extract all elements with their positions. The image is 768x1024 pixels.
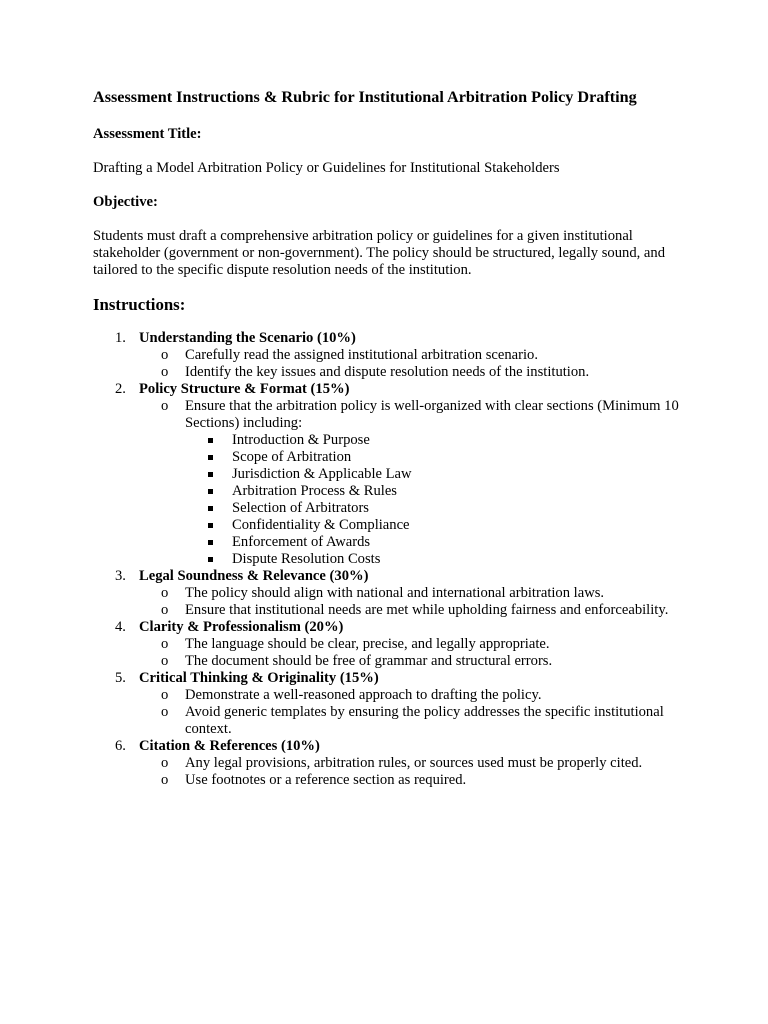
section-title: Legal Soundness & Relevance (30%) <box>139 568 369 584</box>
assessment-title-label: Assessment Title: <box>93 126 202 142</box>
circle-bullet-icon: o <box>161 347 169 363</box>
section-number: 5. <box>115 670 126 686</box>
instruction-section <box>93 738 683 789</box>
section-number: 3. <box>115 568 126 584</box>
section-points <box>139 585 683 619</box>
section-points <box>139 636 683 670</box>
circle-bullet-icon: o <box>161 398 169 414</box>
policy-section-item <box>185 500 683 517</box>
policy-section-label: Confidentiality & Compliance <box>232 517 410 533</box>
objective-text: Students must draft a comprehensive arbitration policy or guidelines for a given institutional stakeholder (government or non-government). The policy should be structured, legally sound, and tailored to the specific dispute resolution needs of the institution. <box>93 228 665 278</box>
point-text: The language should be clear, precise, and legally appropriate. <box>185 636 550 652</box>
policy-section-item <box>185 483 683 500</box>
objective-label: Objective: <box>93 194 158 210</box>
policy-section-label: Selection of Arbitrators <box>232 500 369 516</box>
square-bullet-icon <box>208 506 213 511</box>
policy-section-item <box>185 432 683 449</box>
instruction-section <box>93 381 683 568</box>
section-title: Policy Structure & Format (15%) <box>139 381 350 397</box>
circle-bullet-icon: o <box>161 755 169 771</box>
square-bullet-icon <box>208 438 213 443</box>
section-point <box>139 364 683 381</box>
point-text: Demonstrate a well-reasoned approach to drafting the policy. <box>185 687 542 703</box>
instructions-heading: Instructions: <box>93 295 186 314</box>
policy-section-label: Arbitration Process & Rules <box>232 483 397 499</box>
policy-sections-list <box>185 432 683 568</box>
point-text: Carefully read the assigned institutional arbitration scenario. <box>185 347 538 363</box>
circle-bullet-icon: o <box>161 772 169 788</box>
instruction-section <box>93 670 683 738</box>
policy-section-item <box>185 551 683 568</box>
point-text: Avoid generic templates by ensuring the policy addresses the specific institutional context. <box>185 704 664 737</box>
point-text: Any legal provisions, arbitration rules, or sources used must be properly cited. <box>185 755 643 771</box>
policy-section-label: Jurisdiction & Applicable Law <box>232 466 412 482</box>
section-title: Clarity & Professionalism (20%) <box>139 619 344 635</box>
policy-section-item <box>185 534 683 551</box>
section-title: Understanding the Scenario (10%) <box>139 330 356 346</box>
policy-section-label: Dispute Resolution Costs <box>232 551 381 567</box>
section-point <box>139 398 683 568</box>
section-points <box>139 687 683 738</box>
square-bullet-icon <box>208 472 213 477</box>
point-text: The document should be free of grammar and structural errors. <box>185 653 553 669</box>
section-point <box>139 636 683 653</box>
point-text: The policy should align with national and international arbitration laws. <box>185 585 605 601</box>
section-points <box>139 398 683 568</box>
section-points <box>139 347 683 381</box>
circle-bullet-icon: o <box>161 687 169 703</box>
circle-bullet-icon: o <box>161 602 169 618</box>
circle-bullet-icon: o <box>161 636 169 652</box>
section-point <box>139 755 683 772</box>
square-bullet-icon <box>208 489 213 494</box>
square-bullet-icon <box>208 523 213 528</box>
section-point <box>139 772 683 789</box>
policy-section-label: Scope of Arbitration <box>232 449 352 465</box>
circle-bullet-icon: o <box>161 364 169 380</box>
section-number: 6. <box>115 738 126 754</box>
section-number: 4. <box>115 619 126 635</box>
circle-bullet-icon: o <box>161 653 169 669</box>
square-bullet-icon <box>208 540 213 545</box>
section-number: 1. <box>115 330 126 346</box>
square-bullet-icon <box>208 557 213 562</box>
policy-section-label: Enforcement of Awards <box>232 534 371 550</box>
section-points <box>139 755 683 789</box>
section-point <box>139 704 683 738</box>
section-point <box>139 653 683 670</box>
circle-bullet-icon: o <box>161 585 169 601</box>
instructions-list <box>93 330 683 789</box>
instruction-section <box>93 568 683 619</box>
policy-section-label: Introduction & Purpose <box>232 432 370 448</box>
square-bullet-icon <box>208 455 213 460</box>
policy-section-item <box>185 517 683 534</box>
policy-section-item <box>185 466 683 483</box>
point-text: Ensure that institutional needs are met while upholding fairness and enforceability. <box>185 602 669 618</box>
section-number: 2. <box>115 381 126 397</box>
point-text: Use footnotes or a reference section as required. <box>185 772 467 788</box>
section-point <box>139 602 683 619</box>
section-title: Citation & References (10%) <box>139 738 320 754</box>
document-page <box>93 88 683 789</box>
instruction-section <box>93 619 683 670</box>
section-title: Critical Thinking & Originality (15%) <box>139 670 379 686</box>
point-text: Identify the key issues and dispute resolution needs of the institution. <box>185 364 590 380</box>
assessment-title-value: Drafting a Model Arbitration Policy or Guidelines for Institutional Stakeholders <box>93 160 560 176</box>
point-text: Ensure that the arbitration policy is well-organized with clear sections (Minimum 10 Sections) including: <box>185 398 679 431</box>
section-point <box>139 347 683 364</box>
policy-section-item <box>185 449 683 466</box>
section-point <box>139 687 683 704</box>
document-title: Assessment Instructions & Rubric for Institutional Arbitration Policy Drafting <box>93 88 637 106</box>
circle-bullet-icon: o <box>161 704 169 720</box>
instruction-section <box>93 330 683 381</box>
section-point <box>139 585 683 602</box>
